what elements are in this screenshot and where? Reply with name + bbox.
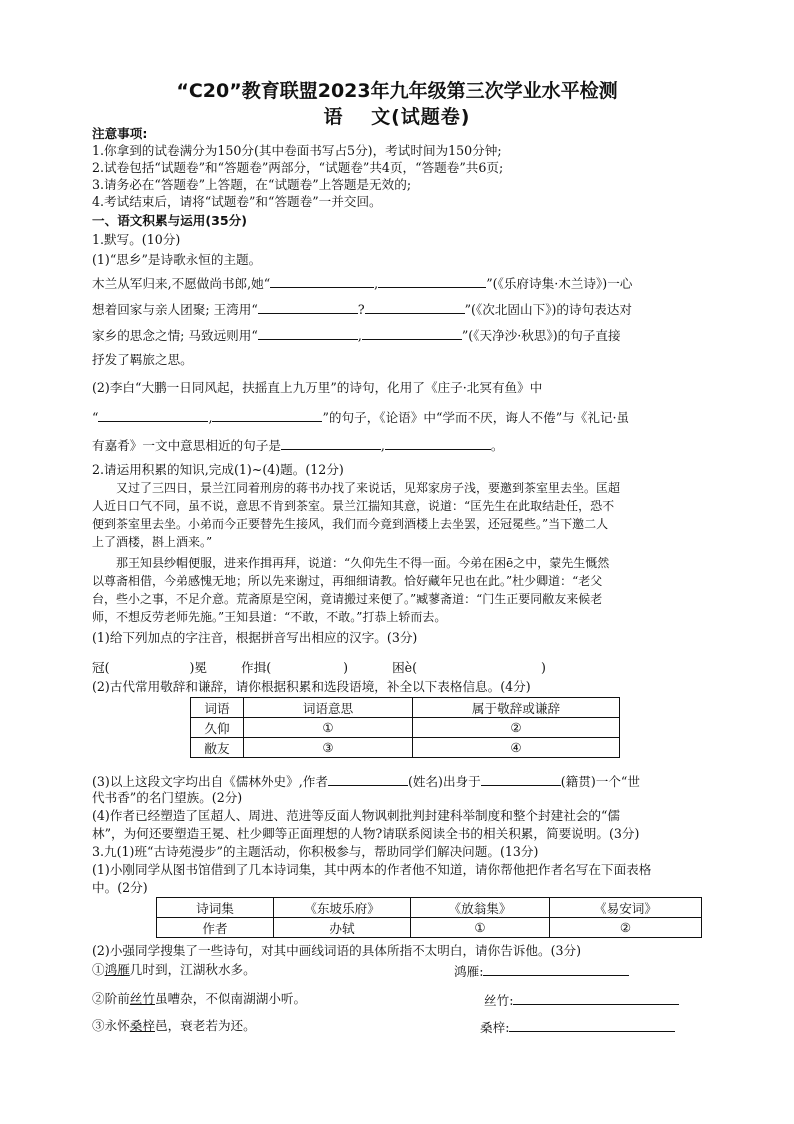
poem-line — [92, 962, 256, 978]
text: 想着回家与亲人团聚; 王湾用“ — [92, 302, 258, 317]
question-text: (1)小刚同学从图书馆借到了几本诗词集，其中两本的作者他不知道，请你帮他把作者名写在下面表格 — [92, 862, 652, 877]
question-text: (2)李白“大鹏一日同风起，扶摇直上九万里”的诗句，化用了《庄子·北冥有鱼》中 — [92, 380, 543, 395]
text: ”的句子，《论语》中“学而不厌，诲人不倦”与《礼记·虽 — [322, 410, 630, 425]
question-text: (2)古代常用敬辞和谦辞，请你根据积累和选段语境，补全以下表格信息。(4分) — [92, 679, 531, 694]
answer-line — [454, 962, 629, 980]
table-header: 诗词集 — [157, 898, 274, 918]
text: ”(《乐府诗集·木兰诗》)一心 — [486, 276, 633, 291]
answer-label: 桑梓: — [480, 1020, 510, 1035]
question-text: 代书香”的名门望族。(2分) — [92, 790, 243, 805]
notice-item: 2.试卷包括“试题卷”和“答题卷”两部分，“试题卷”共4页，“答题卷”共6页; — [92, 160, 504, 175]
answer-blank[interactable] — [258, 300, 358, 314]
answer-blank[interactable] — [385, 436, 491, 450]
table-row — [191, 738, 620, 758]
exam-subtitle: 语 文(试题卷) — [323, 106, 471, 128]
passage-line: 又过了三四日，景兰江同着刑房的蒋书办找了来说话，见郑家房子浅，要邀到茶室里去坐。匡超 — [116, 481, 621, 495]
table-row — [157, 898, 702, 918]
answer-label: 丝竹: — [484, 993, 514, 1008]
table-cell: 《易安词》 — [550, 898, 702, 918]
table-cell: 《放翁集》 — [411, 898, 550, 918]
question-text: (1)“思乡”是诗歌永恒的主题。 — [92, 252, 262, 267]
answer-blank[interactable] — [212, 408, 322, 422]
table-cell: 久仰 — [191, 718, 244, 738]
question-title: 3.九(1)班“古诗苑漫步”的主题活动，你积极参与，帮助同学们解决问题。(13分) — [92, 844, 539, 859]
pinyin-line — [92, 660, 546, 676]
question-text: 抒发了羁旅之思。 — [92, 352, 193, 367]
text: )冕 — [189, 660, 208, 675]
table-header: 属于敬辞或谦辞 — [413, 698, 620, 718]
answer-blank[interactable] — [481, 772, 561, 786]
question-text: 中。(2分) — [92, 880, 148, 895]
question-text: (1)给下列加点的字注音，根据拼音写出相应的汉字。(3分) — [92, 630, 418, 645]
passage-line: 便到茶室里去坐。小弟而今正要替先生接风，我们而今竟到酒楼上去坐罢，还冠冕些。”当下邀二人 — [92, 517, 609, 531]
passage-line: 人近日口气不同，虽不说，意思不肯到茶室。景兰江揣知其意，说道：“匡先生在此取结赴任，恐不 — [92, 499, 615, 513]
question-text: (2)小强同学搜集了一些诗句，对其中画线词语的具体所指不太明白，请你告诉他。(3分) — [92, 943, 582, 958]
fill-line — [92, 772, 640, 790]
text: ”(《天净沙·秋思》)的句子直接 — [461, 328, 621, 343]
text: 作揖( — [241, 660, 272, 675]
table-cell[interactable]: ① — [411, 918, 550, 938]
answer-blank[interactable] — [270, 274, 374, 288]
text: , — [208, 410, 213, 425]
table-cell[interactable]: ② — [413, 718, 620, 738]
text: ”(《次北固山下》)的诗句表达对 — [464, 302, 632, 317]
text: 几时到，江湖秋水多。 — [129, 962, 256, 977]
table-header: 作者 — [157, 918, 274, 938]
fill-line — [92, 326, 621, 344]
fill-line — [92, 408, 629, 426]
text: 冠( — [92, 660, 110, 675]
passage-line: 台，些小之事，不足介意。荒斋原是空闲，竟请搬过来便了。”臧蓼斋道：“门生正要同敝友来候老 — [92, 592, 603, 606]
table-cell[interactable]: ④ — [413, 738, 620, 758]
fill-line — [92, 300, 632, 318]
table-cell[interactable]: ③ — [244, 738, 413, 758]
passage-line: 师，不想反劳老师先施。”王知县道：“不敢，不敢。”打恭上轿而去。 — [92, 610, 447, 624]
fill-line — [92, 274, 632, 292]
text: 虽嘈杂，不似南湖湖小听。 — [154, 991, 307, 1006]
text: 。 — [490, 438, 504, 453]
text: , — [357, 328, 362, 343]
answer-line — [480, 1018, 675, 1036]
question-text: (4)作者已经塑造了匡超人、周进、范进等反面人物讽刺批判封建科举制度和整个封建社会的“儒 — [92, 808, 621, 823]
text: , — [374, 276, 379, 291]
text: ) — [343, 660, 349, 675]
table-header: 词语 — [191, 698, 244, 718]
exam-title: “C20”教育联盟2023年九年级第三次学业水平检测 — [176, 80, 618, 102]
text: , — [380, 438, 385, 453]
answer-blank[interactable] — [483, 962, 629, 976]
answer-blank[interactable] — [328, 772, 408, 786]
text: 木兰从军归来,不愿做尚书郎,她“ — [92, 276, 271, 291]
question-title: 1.默写。(10分) — [92, 232, 181, 247]
notice-item: 4.考试结束后，请将“试题卷”和“答题卷”一并交回。 — [92, 194, 382, 209]
poem-line — [92, 991, 306, 1007]
passage-line: 那王知县纱帽便服，进来作揖再拜，说道：“久仰先生不得一面。今弟在困ē之中，蒙先生慨然 — [116, 556, 610, 570]
notice-item: 3.请务必在“答题卷”上答题，在“试题卷”上答题是无效的; — [92, 177, 412, 192]
text: ) — [541, 660, 546, 675]
text: (籍贯)一个“世 — [560, 774, 640, 789]
answer-blank[interactable] — [509, 1018, 675, 1032]
answer-blank[interactable] — [365, 300, 465, 314]
table-cell[interactable]: ① — [244, 718, 413, 738]
words-table — [190, 697, 620, 758]
question-text: 林”，为何还要塑造王冕、杜少卿等正面理想的人物?请联系阅读全书的相关积累，简要说明。(3分) — [92, 826, 640, 841]
table-cell: 《东坡乐府》 — [274, 898, 411, 918]
underlined-word: 鸿雁 — [104, 962, 130, 977]
underlined-word: 桑梓 — [129, 1018, 155, 1033]
table-header-row — [191, 698, 620, 718]
answer-blank[interactable] — [378, 274, 486, 288]
text: ① — [92, 962, 105, 977]
table-row — [157, 918, 702, 938]
text: ③永怀 — [92, 1018, 130, 1033]
text: (3)以上这段文字均出自《儒林外史》,作者 — [92, 774, 328, 789]
text: 家乡的思念之情; 马致远则用“ — [92, 328, 258, 343]
fill-line — [92, 436, 504, 454]
answer-blank[interactable] — [362, 326, 462, 340]
section-heading: 一、语文积累与运用(35分) — [92, 213, 247, 228]
answer-blank[interactable] — [98, 408, 208, 422]
answer-blank[interactable] — [258, 326, 358, 340]
notice-heading: 注意事项: — [92, 126, 148, 141]
notice-item: 1.你拿到的试卷满分为150分(其中卷面书写占5分)，考试时间为150分钟; — [92, 143, 502, 158]
text: 邑，衰老若为还。 — [154, 1018, 256, 1033]
text: ②阶前 — [92, 991, 130, 1006]
answer-line — [484, 991, 679, 1009]
table-cell[interactable]: ② — [550, 918, 702, 938]
answer-blank[interactable] — [281, 436, 381, 450]
table-cell: 敝友 — [191, 738, 244, 758]
text: 困è( — [392, 660, 418, 675]
text: (姓名)出身于 — [407, 774, 481, 789]
answer-label: 鸿雁: — [454, 964, 484, 979]
passage-line: 上了酒楼，斟上酒来。” — [92, 535, 213, 549]
underlined-word: 丝竹 — [129, 991, 155, 1006]
table-row — [191, 718, 620, 738]
text: “ — [92, 410, 99, 425]
text: ? — [357, 302, 365, 317]
poem-line — [92, 1018, 256, 1034]
passage-line: 以尊斋相借，今弟感愧无地；所以先来谢过，再细细请教。恰好藏年兄也在此。”杜少卿道：“老父 — [92, 574, 603, 588]
text: 有嘉肴》一文中意思相近的句子是 — [92, 438, 281, 453]
authors-table — [156, 897, 702, 938]
answer-blank[interactable] — [513, 991, 679, 1005]
table-cell: 办轼 — [274, 918, 411, 938]
question-title: 2.请运用积累的知识,完成(1)~(4)题。(12分) — [92, 462, 344, 477]
table-header: 词语意思 — [244, 698, 413, 718]
